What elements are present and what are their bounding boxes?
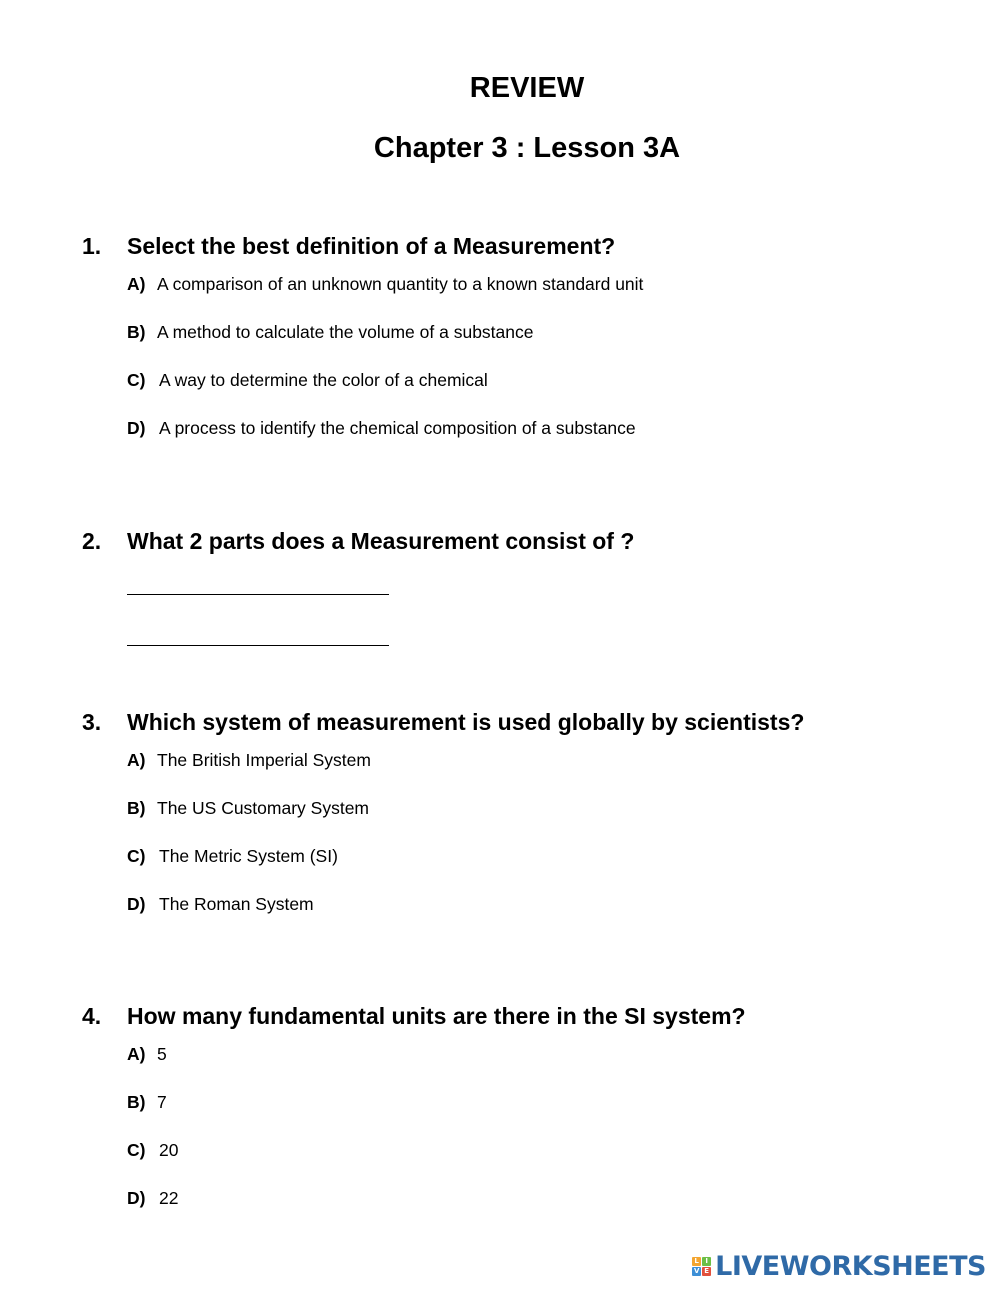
option-letter: B) xyxy=(127,798,146,818)
option-text: A process to identify the chemical composition of a substance xyxy=(159,418,636,438)
options-list xyxy=(82,273,980,465)
option-text: A method to calculate the volume of a substance xyxy=(157,322,534,342)
question-heading xyxy=(82,526,980,556)
option-d[interactable] xyxy=(127,1187,980,1235)
option-c[interactable] xyxy=(127,1139,980,1187)
option-text: 7 xyxy=(157,1092,167,1112)
option-text: The Roman System xyxy=(159,894,314,914)
option-d[interactable] xyxy=(127,417,980,465)
option-c[interactable] xyxy=(127,845,980,893)
option-letter: D) xyxy=(127,894,146,914)
question-number: 4. xyxy=(82,1003,102,1029)
question-heading xyxy=(82,707,980,737)
option-b[interactable] xyxy=(127,321,980,369)
option-b[interactable] xyxy=(127,797,980,845)
logo-mark-icon xyxy=(692,1257,711,1276)
option-text: 5 xyxy=(157,1044,167,1064)
option-text: 22 xyxy=(159,1188,179,1208)
question-heading xyxy=(82,231,980,261)
question-number: 2. xyxy=(82,528,102,554)
logo-tile: V xyxy=(693,1266,700,1275)
option-letter: A) xyxy=(127,274,146,294)
question-number: 3. xyxy=(82,709,102,735)
question-3 xyxy=(82,707,980,941)
option-text: The US Customary System xyxy=(157,798,369,818)
logo-text: LIVEWORKSHEETS xyxy=(715,1250,986,1282)
option-letter: D) xyxy=(127,1188,146,1208)
option-text: 20 xyxy=(159,1140,179,1160)
logo-tile: E xyxy=(702,1267,711,1276)
option-a[interactable] xyxy=(127,1043,980,1091)
question-text: How many fundamental units are there in the SI system? xyxy=(127,1003,746,1029)
options-list xyxy=(82,1043,980,1235)
question-text: Select the best definition of a Measurement? xyxy=(127,233,616,259)
question-4 xyxy=(82,1001,980,1235)
logo-tile: L xyxy=(692,1257,701,1266)
answer-line-2[interactable] xyxy=(127,645,389,646)
option-c[interactable] xyxy=(127,369,980,417)
option-text: The British Imperial System xyxy=(157,750,371,770)
option-text: A comparison of an unknown quantity to a known standard unit xyxy=(157,274,644,294)
page-subtitle: Chapter 3 : Lesson 3A xyxy=(373,132,681,164)
logo-tile: I xyxy=(702,1257,711,1266)
option-letter: B) xyxy=(127,1092,146,1112)
page-title: REVIEW xyxy=(469,72,585,104)
option-letter: A) xyxy=(127,1044,146,1064)
answer-line-1[interactable] xyxy=(127,594,389,595)
option-text: The Metric System (SI) xyxy=(159,846,338,866)
options-list xyxy=(82,749,980,941)
option-b[interactable] xyxy=(127,1091,980,1139)
question-2 xyxy=(82,526,980,646)
question-1 xyxy=(82,231,980,465)
question-number: 1. xyxy=(82,233,102,259)
option-letter: A) xyxy=(127,750,146,770)
liveworksheets-logo xyxy=(692,1248,986,1284)
option-text: A way to determine the color of a chemical xyxy=(159,370,488,390)
option-letter: D) xyxy=(127,418,146,438)
option-a[interactable] xyxy=(127,749,980,797)
option-letter: B) xyxy=(127,322,146,342)
option-d[interactable] xyxy=(127,893,980,941)
option-a[interactable] xyxy=(127,273,980,321)
option-letter: C) xyxy=(127,1140,146,1160)
option-letter: C) xyxy=(127,846,146,866)
question-text: What 2 parts does a Measurement consist of ? xyxy=(127,528,635,554)
question-heading xyxy=(82,1001,980,1031)
question-text: Which system of measurement is used globally by scientists? xyxy=(127,709,805,735)
option-letter: C) xyxy=(127,370,146,390)
